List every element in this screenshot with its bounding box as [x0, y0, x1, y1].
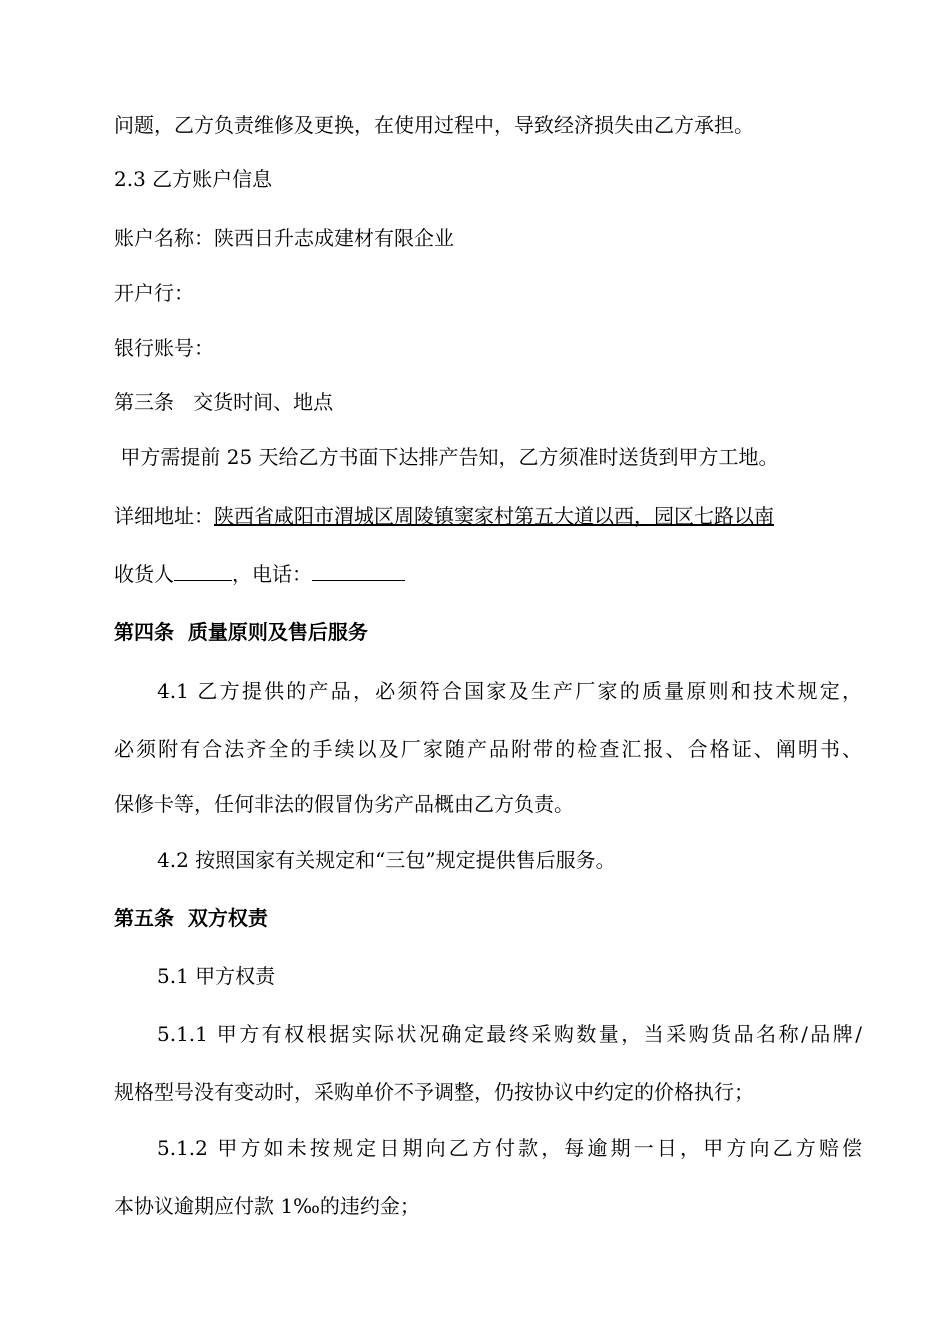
paragraph-line: 问题，乙方负责维修及更换，在使用过程中，导致经济损失由乙方承担。	[114, 113, 754, 137]
bank-line: 开户行：	[114, 281, 194, 305]
delivery-notice-text: 甲方需提前 25 天给乙方书面下达排产告知，乙方须准时送货到甲方工地。	[114, 445, 779, 469]
clause-4-1-line-1: 4.1 乙方提供的产品，必须符合国家及生产厂家的质量原则和技术规定，	[157, 679, 862, 703]
clause-5-1: 5.1 甲方权责	[157, 964, 276, 988]
consignee-label: 收货人	[114, 562, 174, 586]
article-4-heading	[114, 618, 368, 646]
article-4-title: 第四条 质量原则及售后服务	[114, 620, 368, 644]
article-5-title: 第五条 双方权责	[114, 906, 268, 930]
consignee-line	[114, 560, 405, 588]
article-5-heading	[114, 904, 268, 932]
address-label: 详细地址：	[114, 504, 214, 528]
clause-5-1-2-line-2: 本协议逾期应付款 1‰的违约金；	[114, 1194, 420, 1218]
account-name-line: 账户名称：陕西日升志成建材有限企业	[114, 226, 454, 250]
delivery-notice-line	[114, 443, 779, 471]
address-value: 陕西省咸阳市渭城区周陵镇窦家村第五大道以西，园区七路以南	[214, 504, 774, 528]
consignee-blank	[174, 560, 232, 581]
phone-label: ，电话：	[232, 562, 312, 586]
account-number-line: 银行账号：	[114, 336, 214, 360]
article-3-heading	[114, 388, 333, 416]
clause-4-1-line-2: 必须附有合法齐全的手续以及厂家随产品附带的检查汇报、合格证、阐明书、	[114, 737, 862, 761]
address-line	[114, 502, 774, 530]
section-heading-2-3: 2.3 乙方账户信息	[114, 167, 273, 191]
clause-5-1-2-line-1: 5.1.2 甲方如未按规定日期向乙方付款，每逾期一日，甲方向乙方赔偿	[157, 1136, 862, 1160]
clause-5-1-1-line-1: 5.1.1 甲方有权根据实际状况确定最终采购数量，当采购货品名称/品牌/	[157, 1022, 862, 1046]
clause-4-1-line-3: 保修卡等，任何非法的假冒伪劣产品概由乙方负责。	[114, 792, 574, 816]
phone-blank	[312, 560, 405, 581]
article-3-title: 第三条 交货时间、地点	[114, 390, 334, 414]
clause-4-2: 4.2 按照国家有关规定和“三包”规定提供售后服务。	[157, 848, 616, 872]
clause-5-1-1-line-2: 规格型号没有变动时，采购单价不予调整，仍按协议中约定的价格执行；	[114, 1080, 754, 1104]
